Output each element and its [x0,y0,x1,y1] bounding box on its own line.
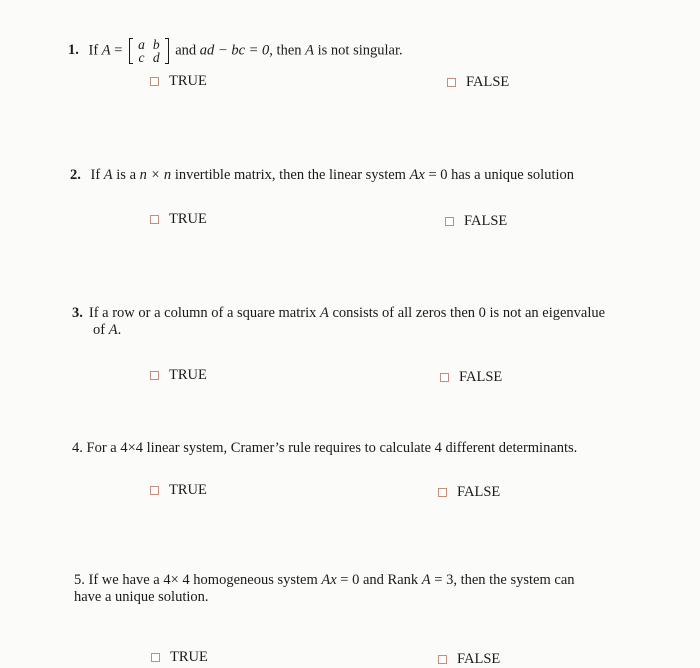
option-label: TRUE [169,482,207,498]
checkbox[interactable] [445,217,454,226]
checkbox[interactable] [150,371,159,380]
matrix-size: n × n [139,167,172,183]
option-label: FALSE [457,484,501,500]
matrix-entry: c [138,50,145,65]
linear-system: Ax [321,572,337,588]
q4-true-option[interactable] [150,482,207,499]
question-1 [68,38,403,64]
matrix-name: A [108,322,118,338]
question-text: = 3, then the system can [430,572,575,588]
option-label: TRUE [170,649,208,665]
q3-false-option[interactable] [440,369,502,386]
q5-true-option[interactable] [151,649,208,666]
question-text: have a unique solution. [74,589,209,605]
q4-false-option[interactable] [438,484,500,501]
question-2 [70,167,574,184]
matrix-entry: d [152,50,160,65]
question-3 [72,305,605,339]
question-number: 2. [70,167,81,183]
question-line [74,589,575,606]
option-label: FALSE [464,213,508,229]
matrix-name: A [421,572,431,588]
question-4 [72,440,577,457]
question-text: is a [112,167,140,183]
checkbox[interactable] [440,373,449,382]
question-text: 4. For a 4×4 linear system, Cramer’s rule requires to calculate 4 different determinants. [72,440,578,456]
checkbox[interactable] [438,488,447,497]
question-number: 1. [68,42,79,59]
checkbox[interactable] [151,653,160,662]
linear-system: Ax [409,167,425,183]
checkbox[interactable] [447,78,456,87]
question-number: 3. [72,305,83,321]
option-label: FALSE [459,369,503,385]
equals-sign: = [110,42,127,59]
matrix-entry: b [152,37,160,52]
matrix-name: A [103,167,113,183]
determinant-condition: ad − bc = 0 [199,42,270,59]
question-text: of [93,322,109,338]
question-text: 5. If we have a 4× 4 homogeneous system [74,572,322,588]
option-label: TRUE [169,73,207,89]
question-text: = 0 has a unique solution [424,167,575,183]
question-text: consists of all zeros then 0 is not an eigenvalue [328,305,606,321]
question-line [72,305,605,322]
checkbox[interactable] [150,486,159,495]
q1-true-option[interactable] [150,73,207,90]
q3-true-option[interactable] [150,367,207,384]
checkbox[interactable] [438,655,447,664]
question-text: . [117,322,122,338]
question-text: invertible matrix, then the linear system [171,167,410,183]
option-label: FALSE [457,651,501,667]
question-text: = 0 and Rank [336,572,422,588]
q1-false-option[interactable] [447,74,509,91]
q2-true-option[interactable] [150,211,207,228]
question-text: is not singular. [314,42,403,59]
matrix-a [129,38,169,64]
question-text: If a row or a column of a square matrix [88,305,320,321]
option-label: FALSE [466,74,510,90]
question-text: , then [269,42,306,59]
question-text: and [171,42,200,59]
checkbox[interactable] [150,215,159,224]
option-label: TRUE [169,367,207,383]
matrix-name: A [305,42,314,59]
question-text: If [90,167,104,183]
question-5 [74,572,575,606]
option-label: TRUE [169,211,207,227]
question-line [72,322,605,339]
checkbox[interactable] [150,77,159,86]
matrix-entry: a [138,37,145,52]
matrix-name: A [101,42,111,59]
question-text: If [88,42,102,59]
q2-false-option[interactable] [445,213,507,230]
matrix-name: A [319,305,329,321]
q5-false-option[interactable] [438,651,500,668]
question-line [74,572,575,589]
